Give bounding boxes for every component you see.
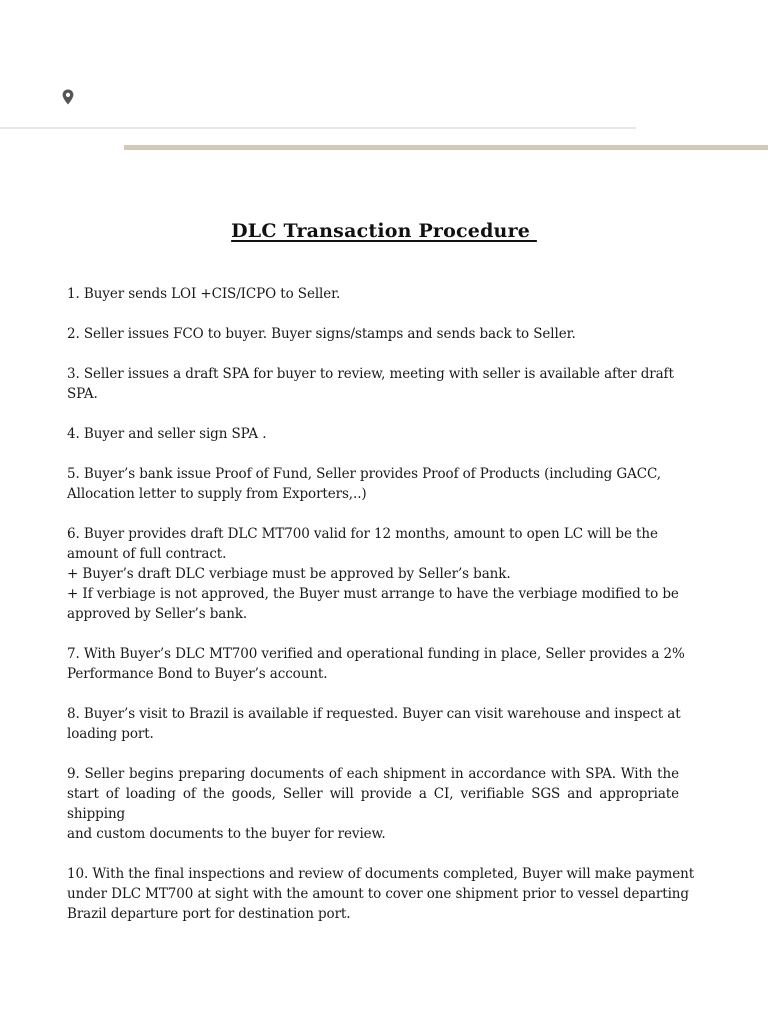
procedure-step-line: 6. Buyer provides draft DLC MT700 valid for 12 months, amount to open LC will be the [67, 526, 658, 542]
procedure-step-line: 3. Seller issues a draft SPA for buyer to review, meeting with seller is available after draft [67, 366, 674, 382]
header-divider-thin [0, 127, 636, 129]
procedure-step-line: SPA. [67, 386, 98, 402]
procedure-step-line: 4. Buyer and seller sign SPA . [67, 426, 267, 442]
procedure-step-line: 7. With Buyer’s DLC MT700 verified and operational funding in place, Seller provides a 2% [67, 646, 685, 662]
procedure-step-line: Allocation letter to supply from Exporters,..) [67, 486, 367, 502]
procedure-step-line: 9. Seller begins preparing documents of each shipment in accordance with SPA. With the [67, 766, 679, 782]
procedure-step-line: 5. Buyer’s bank issue Proof of Fund, Seller provides Proof of Products (including GACC, [67, 466, 661, 482]
procedure-step-line: amount of full contract. [67, 546, 227, 562]
procedure-step-line: + If verbiage is not approved, the Buyer must arrange to have the verbiage modified to be [67, 586, 679, 602]
location-pin-icon [62, 89, 74, 105]
procedure-step-line: loading port. [67, 726, 154, 742]
procedure-step-6 [67, 524, 679, 624]
procedure-step-5 [67, 464, 679, 504]
procedure-step-7 [67, 644, 685, 684]
procedure-step-9 [67, 764, 679, 844]
procedure-step-line: Performance Bond to Buyer’s account. [67, 666, 328, 682]
procedure-step-line: Brazil departure port for destination port. [67, 906, 351, 922]
procedure-step-8 [67, 704, 679, 744]
procedure-step-line: start of loading of the goods, Seller will provide a CI, verifiable SGS and appropriate shipping [67, 786, 679, 822]
procedure-step-line: 8. Buyer’s visit to Brazil is available if requested. Buyer can visit warehouse and inspect at [67, 706, 681, 722]
procedure-step-line: under DLC MT700 at sight with the amount to cover one shipment prior to vessel departing [67, 886, 689, 902]
procedure-step-line: approved by Seller’s bank. [67, 606, 248, 622]
procedure-steps [67, 284, 695, 944]
header-divider-accent [124, 145, 768, 150]
procedure-step-10 [67, 864, 695, 924]
procedure-step-line: 10. With the final inspections and review of documents completed, Buyer will make payment [67, 866, 695, 882]
procedure-step-line: + Buyer’s draft DLC verbiage must be approved by Seller’s bank. [67, 566, 511, 582]
procedure-step-1 [67, 284, 679, 304]
document-title [0, 220, 768, 242]
procedure-step-line: and custom documents to the buyer for review. [67, 826, 386, 842]
procedure-step-2 [67, 324, 679, 344]
procedure-step-line: 2. Seller issues FCO to buyer. Buyer signs/stamps and sends back to Seller. [67, 326, 576, 342]
document-title-text: DLC Transaction Procedure [231, 220, 537, 242]
procedure-step-3 [67, 364, 679, 404]
procedure-step-4 [67, 424, 679, 444]
procedure-step-line: 1. Buyer sends LOI +CIS/ICPO to Seller. [67, 286, 341, 302]
